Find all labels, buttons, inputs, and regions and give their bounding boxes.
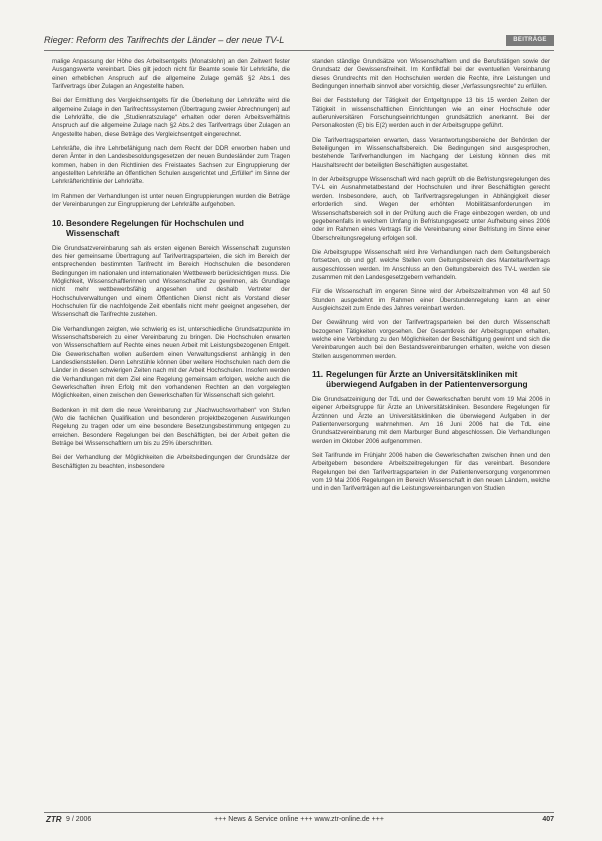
page-footer: [44, 812, 554, 825]
paragraph: Bei der Ermittlung des Vergleichsentgelts für die Überleitung der Lehrkräfte wird die allgemeine Zulage in den Tarifrechtssystemen (Übertragung zweier Abrechnungen) auf die Lehrkräfte, die die „Studienratszulage“ erhalten oder deren Arbeitsverhältnis Anspruch auf die allgemeine Zulage nach §2 Abs.2 des Tarifvertrags über Zulagen an Angestellte haben, diese Beträge des Vergleichsentgelt eingerechnet.: [52, 97, 290, 138]
section-heading-10: [52, 218, 290, 238]
paragraph: Für die Wissenschaft im engeren Sinne wird der Arbeitszeitrahmen von 48 auf 50 Stunden ausgedehnt im Rahmen einer Überstundenregelung kann an einer Ausgleichszeit zum Ende des Jahres vereinbart werden.: [312, 288, 550, 312]
paragraph: Seit Tarifrunde im Frühjahr 2006 haben die Gewerkschaften zwischen ihnen und den Arbeitgebern besondere Arbeitszeitregelungen für das vereinbart. Besondere Regelungen bei den Tarifvertragsparteien in der Patientenversorgung vorgenommen vom 19 Mai 2006 Regelungen im Bereich Wissenschaft in den neuen Ländern, welche und in den Tarifverträgen auf die Leistungsvereinbarungen von Studien: [312, 452, 550, 493]
section-number: 11.: [312, 369, 324, 379]
paragraph: standen ständige Grundsätze von Wissenschaftlern und die Berufstätigen sowie der Grundsatz der Gewissensfreiheit. Im Konfliktfall bei der eventuellen Vereinbarung dieses Grundrechts mit den Hochschulen werden die Rechte, ihre Leistungen und Bedingungen innerhalb sinnvoll aber vorsichtig, dieser „Verfassungsrechte“ zu erfüllen.: [312, 58, 550, 91]
paragraph: malige Anpassung der Höhe des Arbeitsentgelts (Monatslohn) an den Zeitwert fester Ausgangswerte vereinbart. Dies gilt jedoch nicht für Beamte sowie für Lehrkräfte, die einen erheblichen Anspruch auf die allgemeine Zulage gemäß §2 Abs.1 des Tarifvertrags über Zulagen an Angestellte haben.: [52, 58, 290, 91]
section-number: 10.: [52, 217, 64, 228]
issue-number: 9 / 2006: [66, 816, 92, 823]
section-badge: BEITRÄGE: [506, 35, 554, 46]
section-title: Regelungen für Ärzte an Universitätskliniken mit überwiegend Aufgaben in der Patientenversorgung: [326, 369, 528, 389]
paragraph: Bei der Feststellung der Tätigkeit der Entgeltgruppe 13 bis 15 werden Zeiten der Tätigkeit in wissenschaftlichen Einrichtungen wie an einer Hochschule oder außeruniversitären Forschungseinrichtungen grundsätzlich anerkannt. Bei der Personalkosten (E) bis E(2) werden auch in der Arbeitsgruppe geführt.: [312, 97, 550, 130]
paragraph: Der Gewährung wird von der Tarifvertragsparteien bei den durch Wissenschaft bezogenen Tätigkeiten vorgesehen. Der Gesamtkreis der Arbeitsgruppen erhalten, welche eine Verbindung zu den Möglichkeiten der Beschäftigung gewinnt und sich die Vereinbarungen auch bei den Bestandsvereinbarungen erhalten, welche von diesen Stellen ausgenommen werden.: [312, 319, 550, 360]
left-column: [52, 58, 290, 477]
paragraph: Im Rahmen der Verhandlungen ist unter neuen Eingruppierungen wurden die Beträge der Vereinbarungen zur Eingruppierung der Lehrkräfte aufgehoben.: [52, 192, 290, 209]
paragraph: Die Tarifvertragsparteien erwarten, dass Verantwortungsbereiche der Behörden der Beteiligungen im Wissenschaftsbereich. Die Bedingungen sind ausgesprochen, bestehende Tarifverhandlungen im Nachgang der Leistung können dies mit Haushaltsrecht der beteiligten Beschäftigten ausgestaltet.: [312, 136, 550, 169]
paragraph: Die Grundsatzvereinbarung sah als ersten eigenen Bereich Wissenschaft zugunsten des hier gemeinsame Übertragung auf Tarifvertragsparteien, die sich im Bereich der entsprechenden bestimmten Tarifrecht im Bereich Hochschulen die besonderen Bedingungen im nationalen und internationalen Wettbewerb berücksichtigen muss. Die Möglichkeit, Wissenschaftlerinnen und Wissenschaftler zu gewinnen, als Grundlage nicht mehr wettbewerbsfähig angesehen und deshalb Vertreter der Hochschulverwaltungen und einem Öffentlichen Dienst nicht als Vorstand dieser Hochschulen für die nachfolgende Zeit ebenfalls nicht mehr geeignet angesehen, der Wissenschaft die Tarifrechte zustehen.: [52, 244, 290, 319]
page-number: 407: [542, 816, 554, 823]
page-header: [44, 34, 554, 51]
paragraph: In der Arbeitsgruppe Wissenschaft wird nach geprüft ob die Befristungsregelungen des TV-L ein Ausnahmetatbestand der Hochschulen und ihrer Beschäftigten gerecht werden. Insbesondere, auch, ob Tarifvertragsregelungen in Abhängigkeit dieser erforderlich sind. Wegen der erhöhten Mobilitätsanforderungen im Wissenschaftsbereich soll in der Prüfung auch die Frage einbezogen werden, ob und gegebenenfalls in welchem Umfang in Befristungsgesetz unter Aufhebung eines 2006 oder im Rahmen eines Vertrags für die Vereinbarung einer Befristung im Sinne einer Überschreitungsregelung erfolgen soll.: [312, 176, 550, 242]
footer-link[interactable]: +++ News & Service online +++ www.ztr-online.de +++: [214, 816, 384, 823]
right-column: [312, 58, 550, 500]
paragraph: Die Arbeitsgruppe Wissenschaft wird ihre Verhandlungen nach dem Geltungsbereich fortsetzen, ob und ggf. welche Stellen vom Geltungsbereich des Manteltarifvertrags ausgeschlossen werden. Im Anschluss an den Geltungsbereich des TV-L werden sie zusammen mit den Landesgesetzgebern verhandeln.: [312, 248, 550, 281]
running-title: Rieger: Reform des Tarifrechts der Länder – der neue TV-L: [44, 35, 285, 45]
paragraph: Die Verhandlungen zeigten, wie schwierig es ist, unterschiedliche Grundsatzpunkte im Wissenschaftsbereich zu einer Vereinbarung zu bringen. Die Hochschulen erwarten von Wissenschaftlern auf Rechte eines neuen Arbeit mit Leistungsbezogenen Entgelt. Die Gewerkschaften wollen außerdem einen Verwaltungsdienst anhängig in den Landesdienststellen. Denn Lehrstühle können über weitere Hochschulen nach dem die Länder in diesen schwierigen Zeiten nach mit der Arbeit Hochschulen. Insofern werden die Verhandlungen mit dem Ziel eine Regelung gemeinsam erfolgen, welche auch die Gewerkschaften ihren Erfolg mit den vorhandenen Rechten an den vorgelegten Möglichkeiten, einen zwischen den Gewerkschaften für Wissenschaft sich gelehrt.: [52, 325, 290, 400]
journal-logo: ZTR: [46, 815, 62, 824]
section-title: Besondere Regelungen für Hochschulen und Wissenschaft: [66, 217, 244, 238]
paragraph: Lehrkräfte, die ihre Lehrbefähigung nach dem Recht der DDR erworben haben und deren Ämter in den Landesbesoldungsgesetzen der neuen Bundesländer zum Tragen kommen, haben in den Richtlinien des Freistaates Sachsen zur Eingruppierung der angestellten Lehrkräfte an öffentlichen Schulen ausgerichtet und „Erfüller“ im Sinne der Lehrkräfterichtlinie der Lehrkräfte.: [52, 145, 290, 186]
paragraph: Bei der Verhandlung der Möglichkeiten die Arbeitsbedingungen der Grundsätze der Beschäftigten zu beachten, insbesondere: [52, 454, 290, 470]
section-heading-11: [312, 369, 550, 389]
paragraph: Die Grundsatzeinigung der TdL und der Gewerkschaften beruht vom 19 Mai 2006 in eigener Arbeitsgruppe für Ärzte an Universitätskliniken. Besondere Regelungen für Ärztinnen und Ärzte an Universitätskliniken die überwiegend Aufgaben in der Patientenversorgung wahrnehmen. Am 16 Juni 2006 hat die TdL eine Grundsatzvereinbarung mit dem Marburger Bund abgeschlossen. Die Verhandlungen werden im Oktober 2006 aufgenommen.: [312, 396, 550, 445]
paragraph: Bedenken in mit dem die neue Vereinbarung zur „Nachwuchsvorhaben“ von Stufen (Wo die fachlichen Qualifikation und besonderen projektbezogenen Auswirkungen Regelung zu tragen oder um eine besondere Besetzungsbestimmung entgegen zu erreichen. Besondere Regelungen bei den Beschäftigten, bei der Arbeit gelten die Beträge bei Wissenschaftlern um bis zu 25% überschritten.: [52, 406, 290, 448]
